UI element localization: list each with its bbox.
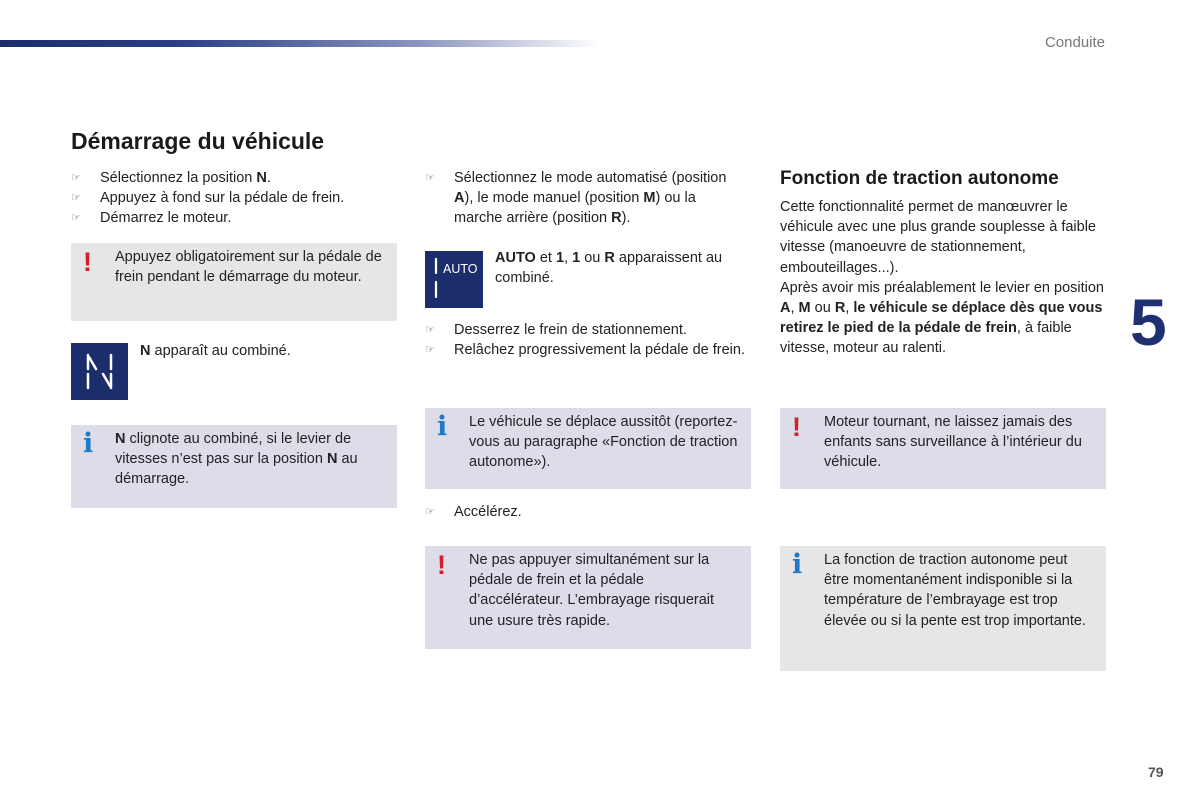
info-icon: i xyxy=(437,411,448,442)
chapter-title: Conduite xyxy=(1044,34,1105,51)
warning-text: Moteur tournant, ne laissez jamais des enfants sans surveillance à l’intérieur du véhicule. xyxy=(824,414,1082,471)
page-title: Démarrage du véhicule xyxy=(71,128,325,154)
step-list-1 xyxy=(71,168,391,229)
info-box xyxy=(425,408,751,489)
info-box xyxy=(71,425,397,508)
pointing-hand-icon: ☞ xyxy=(425,172,435,184)
info-text: N clignote au combiné, si le levier de vitesses n’est pas sur la position N au démarrage. xyxy=(115,431,358,488)
exclamation-icon: ! xyxy=(437,550,446,580)
info-icon: i xyxy=(792,549,803,580)
auto-indicator-caption: AUTO et 1, 1 ou R apparaissent au combiné. xyxy=(495,250,723,287)
pointing-hand-icon: ☞ xyxy=(71,192,81,205)
list-item: ☞ Accélérez. xyxy=(425,502,745,522)
step-list-2 xyxy=(425,168,745,229)
info-box xyxy=(780,546,1106,671)
list-item: ☞ Démarrez le moteur. xyxy=(71,208,391,228)
info-text: Le véhicule se déplace aussitôt (reportez-vous au paragraphe «Fonction de traction autonome»). xyxy=(469,414,738,471)
chapter-number: 5 xyxy=(1130,285,1167,359)
exclamation-icon: ! xyxy=(83,247,92,277)
page-number: 79 xyxy=(1148,764,1164,780)
list-item: ☞ Desserrez le frein de stationnement. xyxy=(425,320,745,340)
n-gear-indicator-icon xyxy=(71,343,128,400)
auto-icon-label: AUTO xyxy=(443,262,478,276)
pointing-hand-icon: ☞ xyxy=(425,324,435,336)
list-item: ☞ Sélectionnez la position N. xyxy=(71,168,391,188)
info-text: La fonction de traction autonome peut être momentanément indisponible si la température de l’embrayage est trop élevée ou si la pente est trop importante. xyxy=(824,552,1086,629)
pointing-hand-icon: ☞ xyxy=(425,506,435,518)
list-item: ☞ Relâchez progressivement la pédale de frein. xyxy=(425,340,745,360)
info-icon: i xyxy=(83,428,94,459)
step-list-3 xyxy=(425,320,745,360)
pointing-hand-icon: ☞ xyxy=(71,172,81,184)
warning-text: Ne pas appuyer simultanément sur la pédale de frein et la pédale d’accélérateur. L’embrayage risquerait une usure très rapide. xyxy=(469,552,715,629)
description-paragraph: Cette fonctionnalité permet de manœuvrer le véhicule avec une plus grande souplesse à faible vitesse (manoeuvre de stationnement, embouteillages...). Après avoir mis préalablement le levier en position A, M ou R, le véhicule se déplace dès que vous retirez le pied de la pédale de frein, à faible vitesse, moteur au ralenti. xyxy=(780,199,1104,357)
step-list-4 xyxy=(425,502,745,522)
warning-box xyxy=(71,243,397,321)
n-indicator-caption: N apparaît au combiné. xyxy=(140,343,291,359)
warning-box xyxy=(425,546,751,649)
list-item: ☞ Appuyez à fond sur la pédale de frein. xyxy=(71,188,391,208)
warning-box xyxy=(780,408,1106,489)
list-item: ☞ Sélectionnez le mode automatisé (position A), le mode manuel (position M) ou la marche arrière (position R). xyxy=(425,170,727,227)
warning-text: Appuyez obligatoirement sur la pédale de frein pendant le démarrage du moteur. xyxy=(115,249,382,286)
auto-mode-indicator-icon xyxy=(425,251,483,308)
pointing-hand-icon: ☞ xyxy=(425,344,435,357)
section-subtitle: Fonction de traction autonome xyxy=(780,168,1059,189)
exclamation-icon: ! xyxy=(792,412,801,442)
pointing-hand-icon: ☞ xyxy=(71,212,81,225)
header-gradient-bar xyxy=(0,40,600,47)
